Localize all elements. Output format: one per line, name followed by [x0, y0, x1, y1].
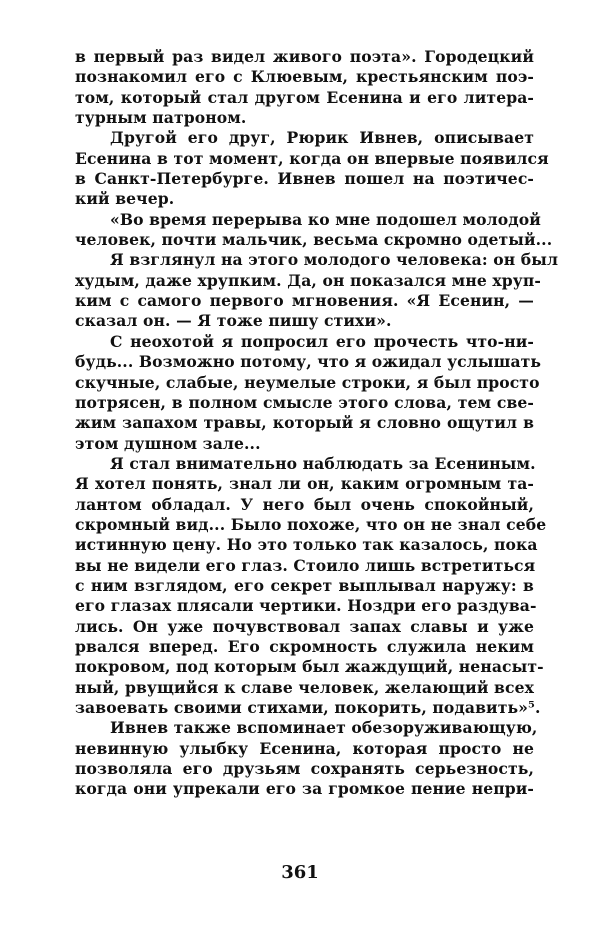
- paragraph: [75, 250, 559, 331]
- paragraph: [75, 209, 553, 251]
- text-line: его глазах плясали чертики. Ноздри его раздува-: [75, 596, 537, 616]
- text-line: том, который стал другом Есенина и его литера-: [75, 87, 534, 107]
- paragraph: [75, 453, 547, 718]
- text-line: лись. Он уже почувствовал запах славы и уже: [75, 616, 534, 636]
- text-line: в первый раз видел живого поэта». Городецкий: [75, 47, 534, 66]
- paragraph: [75, 331, 542, 454]
- text-line: Я хотел понять, знал ли он, каким огромным та-: [75, 474, 534, 494]
- text-line: рвался вперед. Его скромность служила неким: [75, 636, 534, 656]
- text-line: ким с самого первого мгновения. «Я Есенин, —: [75, 291, 534, 311]
- text-line: потрясен, в полном смысле этого слова, тем све-: [75, 392, 534, 412]
- text-line: Я взглянул на этого молодого человека: он был: [110, 250, 559, 270]
- text-line: в Санкт-Петербурге. Ивнев пошел на поэтичес-: [75, 169, 534, 189]
- text-line: познакомил его с Клюевым, крестьянским поэ-: [75, 67, 534, 87]
- text-line: жим запахом травы, который я словно ощутил в: [75, 413, 534, 433]
- text-line: завоевать своими стихами, покорить, подавить»⁵.: [75, 698, 541, 717]
- text-line: Есенина в тот момент, когда он впервые появился: [75, 148, 549, 168]
- paragraph: [75, 47, 534, 128]
- paragraph: [75, 718, 538, 799]
- text-line: скучные, слабые, неумелые строки, я был просто: [75, 372, 540, 392]
- text-line: турным патроном.: [75, 108, 247, 128]
- text-line: лантом обладал. У него был очень спокойный,: [75, 494, 534, 514]
- text-line: Другой его друг, Рюрик Ивнев, описывает: [110, 128, 534, 148]
- text-line: вы не видели его глаз. Стоило лишь встретиться: [75, 555, 536, 575]
- text-line: будь... Возможно потому, что я ожидал услышать: [75, 352, 542, 372]
- text-line: человек, почти мальчик, весьма скромно одетый...: [75, 230, 553, 250]
- book-page-text: [75, 47, 559, 800]
- text-line: Ивнев также вспоминает обезоруживающую,: [110, 718, 538, 738]
- text-line: невинную улыбку Есенина, которая просто не: [75, 738, 534, 758]
- text-line: кий вечер.: [75, 189, 175, 209]
- text-line: С неохотой я попросил его прочесть что-ни-: [110, 331, 534, 351]
- text-line: истинную цену. Но это только так казалось, пока: [75, 535, 538, 555]
- text-line: Я стал внимательно наблюдать за Есениным.: [110, 453, 536, 473]
- text-line: когда они упрекали его за громкое пение непри-: [75, 779, 534, 799]
- paragraph: [75, 128, 549, 209]
- text-line: «Во время перерыва ко мне подошел молодой: [110, 209, 541, 229]
- text-line: сказал он. — Я тоже пишу стихи».: [75, 311, 392, 331]
- text-line: позволяла его друзьям сохранять серьезность,: [75, 759, 534, 779]
- text-line: этом душном зале...: [75, 433, 261, 453]
- text-line: покровом, под которым был жаждущий, ненасыт-: [75, 657, 544, 677]
- text-line: худым, даже хрупким. Да, он показался мне хруп-: [75, 270, 541, 290]
- page-number: 361: [281, 862, 319, 883]
- text-line: с ним взглядом, его секрет выплывал наружу: в: [75, 575, 534, 595]
- text-line: скромный вид... Было похоже, что он не знал себе: [75, 514, 547, 534]
- text-line: ный, рвущийся к славе человек, желающий всех: [75, 677, 534, 697]
